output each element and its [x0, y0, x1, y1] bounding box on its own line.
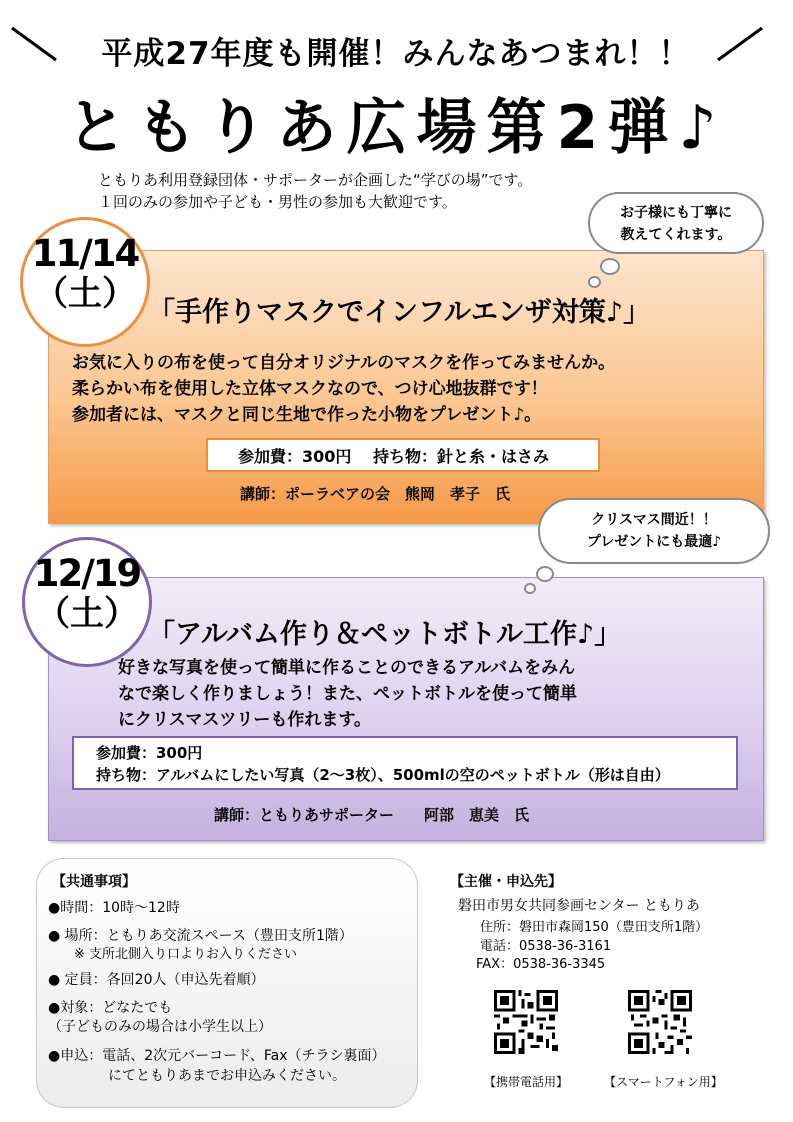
speech-bubble-1 [588, 192, 764, 254]
event-date-badge-1 [20, 217, 150, 347]
decorative-slash-right [712, 24, 768, 64]
items-to-bring: 持ち物：アルバムにしたい写真（2～3枚）、500mlの空のペットボトル（形は自由） [96, 766, 670, 784]
description-line: お気に入りの布を使って自分オリジナルのマスクを作ってみませんか。 [72, 353, 616, 373]
event-tagline: 平成27年度も開催！みんなあつまれ！！ [101, 36, 691, 72]
common-info-heading: 【共通事項】 [52, 874, 136, 890]
qr-label-smartphone: 【スマートフォン用】 [604, 1075, 723, 1089]
description-line: 好きな写真を使って簡単に作ることのできるアルバムをみん [118, 658, 576, 678]
description-line: 柔らかい布を使用した立体マスクなので、つけ心地抜群です！ [72, 379, 548, 399]
common-info-time: ●時間：10時～12時 [48, 900, 180, 916]
common-info-note: ※ 支所北側入り口よりお入りください [74, 947, 298, 962]
event-lecturer-1: 講師：ポーラベアの会 熊岡 孝子 氏 [240, 485, 511, 503]
common-info-place: ● 場所：ともりあ交流スペース（豊田支所1階） [48, 928, 353, 944]
decorative-slash-left [6, 24, 62, 64]
organizer-phone: 電話：0538-36-3161 [480, 939, 612, 954]
event-info-box-1 [206, 438, 600, 472]
event-date-badge-2 [22, 537, 152, 667]
description-line: なで楽しく作りましょう！また、ペットボトルを使って簡単 [118, 684, 577, 704]
event-weekday: （土） [36, 594, 138, 634]
common-info-apply: ●申込：電話、2次元バーコード、Fax（チラシ裏面） [48, 1048, 386, 1064]
event-date: 11/14 [31, 232, 139, 275]
bubble-tail-dot [600, 258, 620, 275]
intro-text [98, 169, 532, 213]
common-info-capacity: ● 定員：各回20人（申込先着順） [48, 972, 265, 988]
intro-line: ともりあ利用登録団体・サポーターが企画した“学びの場”です。 [98, 171, 533, 189]
organizer-address: 住所：磐田市森岡150（豊田支所1階） [480, 920, 709, 935]
event-lecturer-2: 講師：ともりあサポーター 阿部 恵美 氏 [214, 806, 530, 824]
speech-bubble-2 [538, 498, 770, 564]
fee-and-items: 参加費：300円 持ち物：針と糸・はさみ [238, 447, 549, 466]
organizer-name: 磐田市男女共同参画センター ともりあ [458, 898, 700, 914]
bubble-line: プレゼントにも最適♪ [586, 534, 722, 550]
event-title-1: 「手作りマスクでインフルエンザ対策♪」 [148, 297, 651, 328]
bubble-tail-dot [536, 566, 554, 582]
qr-label-mobile: 【携帯電話用】 [484, 1075, 569, 1089]
event-weekday: （土） [34, 274, 136, 314]
page-title: ともりあ広場第2弾♪ [66, 93, 727, 163]
common-info-target: ●対象：どなたでも [48, 1000, 173, 1016]
event-title-2: 「アルバム作り＆ペットボトル工作♪」 [148, 619, 622, 650]
qr-code-icon [628, 990, 692, 1054]
event-description-1 [72, 350, 615, 428]
qr-code-icon [494, 990, 558, 1054]
description-line: にクリスマスツリーも作れます。 [118, 710, 371, 730]
bubble-line: 教えてくれます。 [620, 227, 732, 243]
organizer-heading: 【主催・申込先】 [450, 874, 562, 890]
event-info-box-2 [72, 736, 738, 790]
bubble-line: クリスマス間近！！ [591, 512, 717, 528]
event-date: 12/19 [33, 552, 141, 595]
fee: 参加費：300円 [96, 744, 203, 762]
common-info-apply-note: にてともりあまでお申込みください。 [108, 1068, 346, 1084]
intro-line: １回のみの参加や子ども・男性の参加も大歓迎です。 [98, 193, 457, 211]
common-info-target-note: （子どものみの場合は小学生以上） [48, 1019, 272, 1035]
description-line: 参加者には、マスクと同じ生地で作った小物をプレゼント♪。 [72, 405, 542, 425]
bubble-tail-dot [524, 583, 536, 594]
event-description-2 [118, 655, 577, 733]
bubble-line: お子様にも丁寧に [620, 205, 732, 221]
organizer-fax: FAX：0538-36-3345 [476, 957, 606, 972]
bubble-tail-dot [588, 276, 601, 288]
